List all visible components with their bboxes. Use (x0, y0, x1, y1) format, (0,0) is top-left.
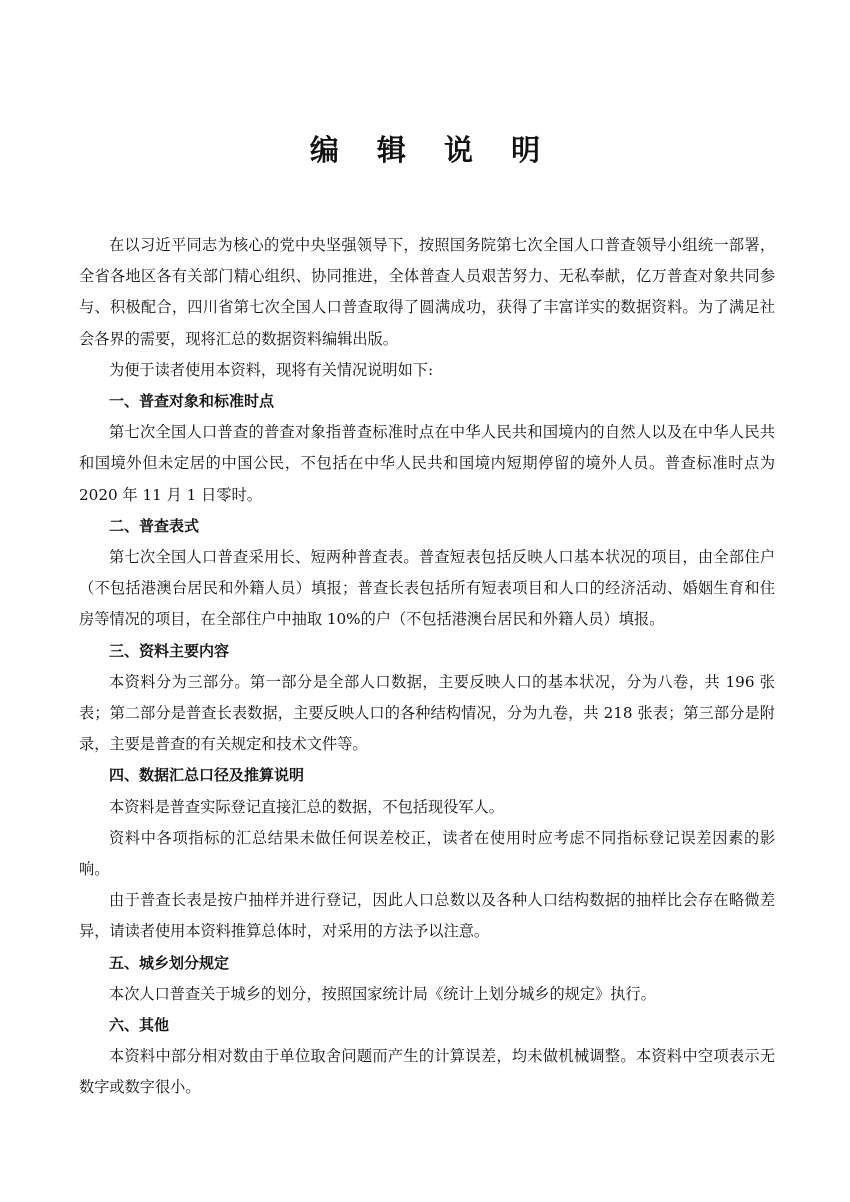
section-heading-1: 一、普查对象和标准时点 (109, 392, 275, 411)
section-heading-2: 二、普查表式 (109, 516, 200, 535)
document-body (79, 230, 775, 1104)
section-4-paragraph-1: 本资料是普查实际登记直接汇总的数据，不包括现役军人。 (109, 797, 504, 816)
section-6-paragraph: 本资料中部分相对数由于单位取舍问题而产生的计算误差，均未做机械调整。本资料中空项表示无数字或数字很小。 (79, 1047, 775, 1097)
section-heading-6: 六、其他 (109, 1016, 170, 1035)
section-heading-5: 五、城乡划分规定 (109, 953, 230, 972)
section-3-paragraph: 本资料分为三部分。第一部分是全部人口数据，主要反映人口的基本状况，分为八卷，共 196 张表；第二部分是普查长表数据，主要反映人口的各种结构情况，分为九卷，共 218 张表；第三部分是附录，主要是普查的有关规定和技术文件等。 (79, 672, 775, 754)
intro-note: 为便于读者使用本资料，现将有关情况说明如下: (109, 360, 434, 379)
section-5-paragraph: 本次人口普查关于城乡的划分，按照国家统计局《统计上划分城乡的规定》执行。 (109, 984, 656, 1003)
section-heading-3: 三、资料主要内容 (109, 641, 230, 660)
section-4-paragraph-3: 由于普查长表是按户抽样并进行登记，因此人口总数以及各种人口结构数据的抽样比会存在略微差异，请读者使用本资料推算总体时，对采用的方法予以注意。 (79, 891, 775, 941)
section-2-paragraph: 第七次全国人口普查采用长、短两种普查表。普查短表包括反映人口基本状况的项目，由全部住户（不包括港澳台居民和外籍人员）填报；普查长表包括所有短表项目和人口的经济活动、婚姻生育和住房等情况的项目，在全部住户中抽取 10%的户（不包括港澳台居民和外籍人员）填报。 (79, 548, 775, 629)
section-1-paragraph: 第七次全国人口普查的普查对象指普查标准时点在中华人民共和国境内的自然人以及在中华人民共和国境外但未定居的中国公民，不包括在中华人民共和国境内短期停留的境外人员。普查标准时点为 2020 年 11 月 1 日零时。 (79, 423, 775, 504)
section-heading-4: 四、数据汇总口径及推算说明 (109, 766, 305, 785)
page-title: 编 辑 说 明 (309, 133, 555, 167)
intro-paragraph: 在以习近平同志为核心的党中央坚强领导下，按照国务院第七次全国人口普查领导小组统一部署，全省各地区各有关部门精心组织、协同推进，全体普查人员艰苦努力、无私奉献，亿万普查对象共同参与、积极配合，四川省第七次全国人口普查取得了圆满成功，获得了丰富详实的数据资料。为了满足社会各界的需要，现将汇总的数据资料编辑出版。 (79, 236, 775, 348)
section-4-paragraph-2: 资料中各项指标的汇总结果未做任何误差校正，读者在使用时应考虑不同指标登记误差因素的影响。 (79, 828, 775, 879)
